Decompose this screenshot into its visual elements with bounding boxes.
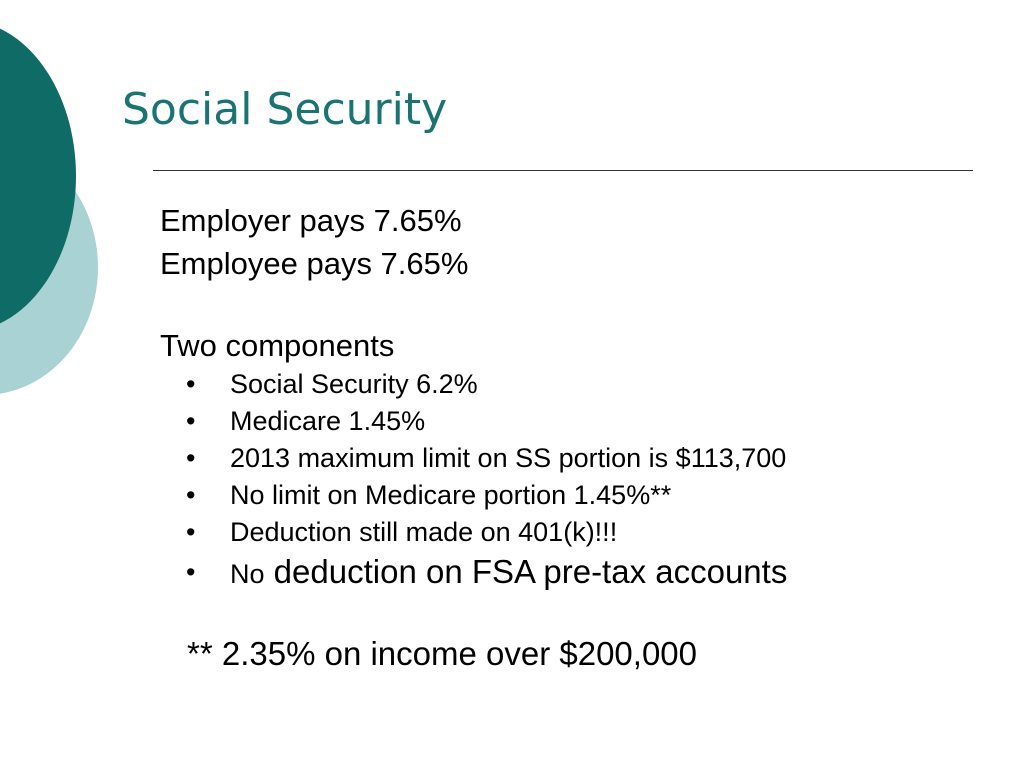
list-item (186, 477, 787, 514)
list-item (186, 440, 787, 477)
list-item (186, 366, 787, 403)
list-item-text: Deduction still made on 401(k)!!! (230, 517, 618, 547)
list-item-prefix: No (230, 559, 265, 589)
list-item-text: Medicare 1.45% (230, 406, 426, 436)
bullet-icon: • (186, 443, 196, 473)
bullet-icon: • (186, 406, 196, 436)
list-item-text: Social Security 6.2% (230, 369, 478, 399)
employer-rate-line: Employer pays 7.65% (160, 203, 462, 238)
bullet-icon: • (186, 517, 196, 547)
employee-rate-line: Employee pays 7.65% (160, 246, 469, 281)
list-item-text: deduction on FSA pre-tax accounts (264, 553, 788, 590)
components-list (186, 366, 787, 593)
bullet-icon: • (186, 369, 196, 399)
footnote: ** 2.35% on income over $200,000 (187, 635, 698, 672)
list-item-text: No limit on Medicare portion 1.45%** (230, 480, 672, 510)
list-item (186, 514, 787, 551)
components-heading: Two components (160, 328, 395, 363)
title-divider (153, 170, 973, 171)
bullet-icon: • (186, 480, 196, 510)
list-item (186, 551, 787, 593)
bullet-icon: • (186, 557, 196, 587)
slide-title: Social Security (122, 84, 448, 135)
list-item-text: 2013 maximum limit on SS portion is $113,700 (230, 443, 787, 473)
list-item (186, 403, 787, 440)
